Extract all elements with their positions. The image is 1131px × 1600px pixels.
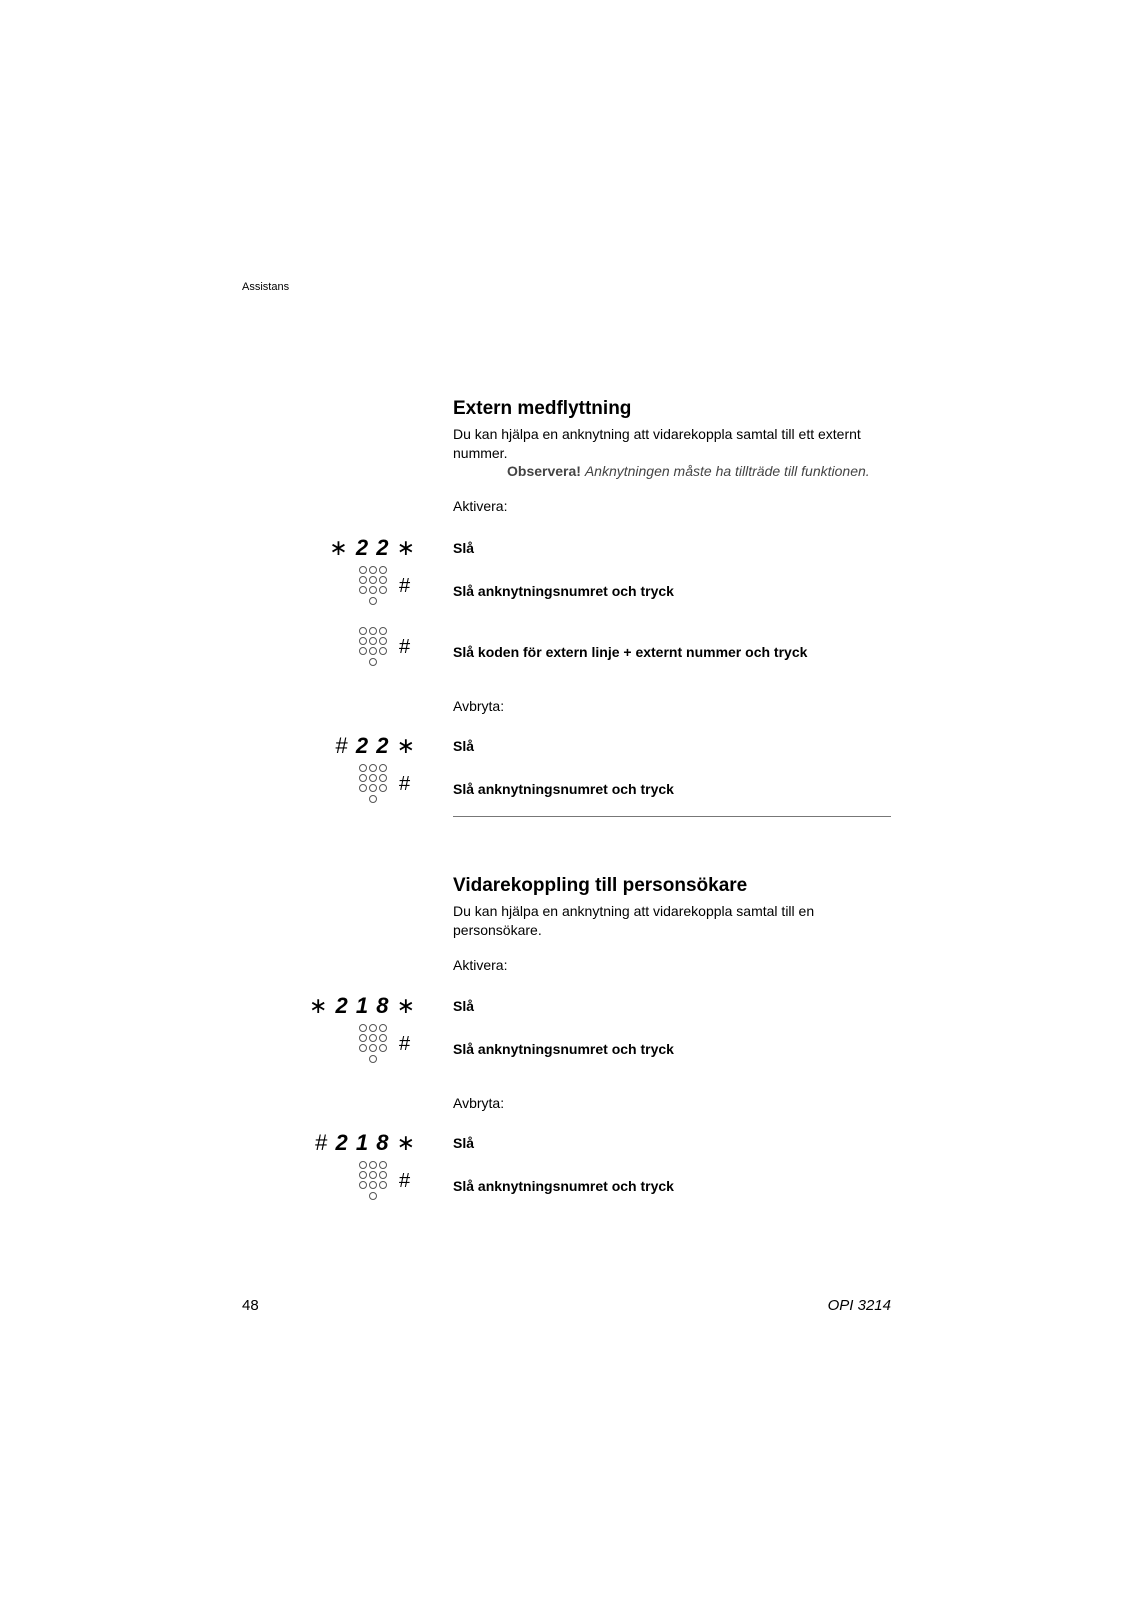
note [507,463,870,479]
dial-code [315,1130,416,1156]
hash-icon: # [335,733,349,758]
instruction: Slå anknytningsnumret och tryck [453,583,674,599]
hash-icon: # [399,1170,411,1192]
star-icon: ∗ [308,993,329,1018]
section-intro: Du kan hjälpa en anknytning att vidarekoppla samtal till ett externt nummer. [453,426,861,461]
hash-icon: # [399,636,411,658]
activate-label: Aktivera: [453,498,508,514]
dial-code [329,535,416,561]
keypad-icon [358,626,388,668]
keypad-icon [358,1023,388,1065]
section-divider [453,816,891,817]
note-text: Anknytningen måste ha tillträde till funktionen. [584,463,870,479]
document-id: OPI 3214 [827,1297,891,1314]
hash-icon: # [399,1033,411,1055]
star-icon: ∗ [396,733,416,758]
keypad-icon [358,1160,388,1202]
section-intro: Du kan hjälpa en anknytning att vidarekoppla samtal till en personsökare. [453,903,815,938]
code-digits: 2 2 [355,733,390,758]
code-digits: 2 1 8 [335,1130,390,1155]
section-title-extern-medflyttning: Extern medflyttning [453,398,632,419]
cancel-label: Avbryta: [453,1095,505,1111]
page-number: 48 [242,1297,259,1314]
instruction: Slå [453,1135,475,1151]
activate-label: Aktivera: [453,957,508,973]
star-icon: ∗ [329,535,349,560]
running-header: Assistans [242,281,290,293]
code-digits: 2 2 [355,535,390,560]
instruction: Slå koden för extern linje + externt nummer och tryck [453,644,808,660]
hash-icon: # [399,575,411,597]
star-icon: ∗ [396,993,416,1018]
instruction: Slå [453,738,475,754]
instruction: Slå [453,998,475,1014]
hash-icon: # [399,773,411,795]
dial-code [309,993,416,1019]
star-icon: ∗ [396,535,416,560]
keypad-icon [358,565,388,607]
instruction: Slå anknytningsnumret och tryck [453,1041,674,1057]
cancel-label: Avbryta: [453,698,505,714]
hash-icon: # [315,1130,329,1155]
star-icon: ∗ [396,1130,416,1155]
instruction: Slå anknytningsnumret och tryck [453,1178,674,1194]
note-label: Observera! [507,463,581,479]
section-title-vidarekoppling-personsokare: Vidarekoppling till personsökare [453,875,748,896]
dial-code [335,733,416,759]
code-digits: 2 1 8 [335,993,390,1018]
instruction: Slå [453,540,475,556]
instruction: Slå anknytningsnumret och tryck [453,781,674,797]
keypad-icon [358,763,388,805]
